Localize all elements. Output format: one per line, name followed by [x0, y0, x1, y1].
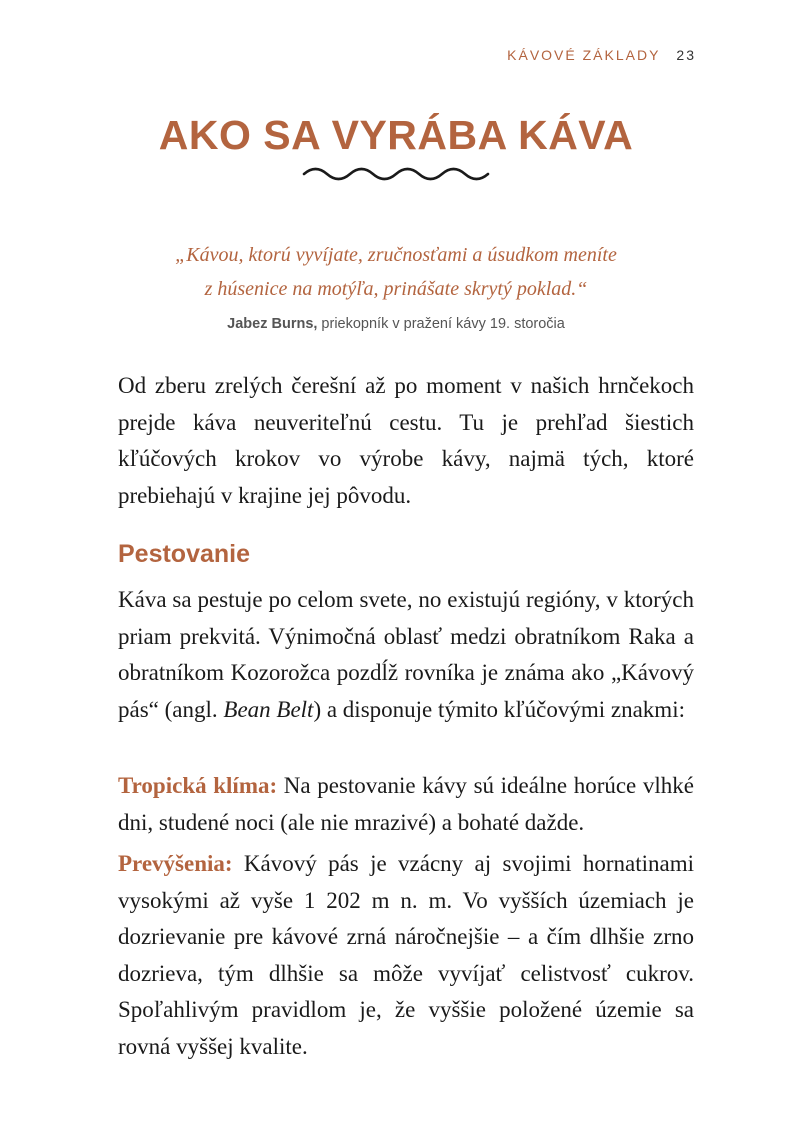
list-item — [118, 846, 694, 1065]
epigraph-quote — [90, 238, 702, 306]
quote-author: Jabez Burns, — [227, 316, 318, 332]
quote-author-description: priekopník v pražení kávy 19. storočia — [317, 316, 565, 332]
page-number: 23 — [676, 47, 696, 63]
list-item — [118, 768, 694, 841]
quote-attribution — [90, 316, 702, 332]
quote-line-1: „Kávou, ktorú vyvíjate, zručnosťami a úsudkom meníte — [175, 244, 617, 266]
item-text: Kávový pás je vzácny aj svojimi hornatinami vysokými až vyše 1 202 m n. m. Vo vyšších územiach je dozrievanie pre kávové zrná náročnejšie – a čím dlhšie zrno dozrieva, tým dlhšie sa môže vyvíjať celistvosť cukrov. Spoľahlivým pravidlom je, že vyššie položené územie sa rovná vyššej kvalite. — [118, 851, 694, 1059]
wave-divider-icon — [302, 163, 492, 185]
section-text-italic: Bean Belt — [223, 696, 314, 722]
section-text-part-2: ) a disponuje týmito kľúčovými znakmi: — [313, 696, 685, 722]
page-title: AKO SA VYRÁBA KÁVA — [158, 112, 634, 158]
item-term: Tropická klíma: — [118, 773, 278, 798]
intro-paragraph: Od zberu zrelých čerešní až po moment v našich hrnčekoch prejde káva neuveriteľnú cestu. Tu je prehľad šiestich kľúčových krokov vo výrobe kávy, najmä tých, ktoré prebiehajú v krajine jej pôvodu. — [118, 373, 694, 508]
quote-line-2: z húsenice na motýľa, prinášate skrytý poklad.“ — [204, 278, 588, 300]
chapter-title: KÁVOVÉ ZÁKLADY — [507, 47, 661, 63]
running-header — [507, 47, 696, 63]
section-text-part-1: Káva sa pestuje po celom svete, no existujú regióny, v ktorých priam prekvitá. Výnimočná oblasť medzi obratníkom Raka a obratníkom Kozorožca pozdĺž rovníka je známa ako „Kávový pás“ (angl. — [118, 587, 694, 722]
section-heading: Pestovanie — [118, 540, 251, 568]
item-term: Prevýšenia: — [118, 851, 233, 876]
section-paragraph — [118, 582, 694, 728]
item-text: Na pestovanie kávy sú ideálne horúce vlhké dni, studené noci (ale nie mrazivé) a bohaté dažde. — [118, 773, 694, 835]
